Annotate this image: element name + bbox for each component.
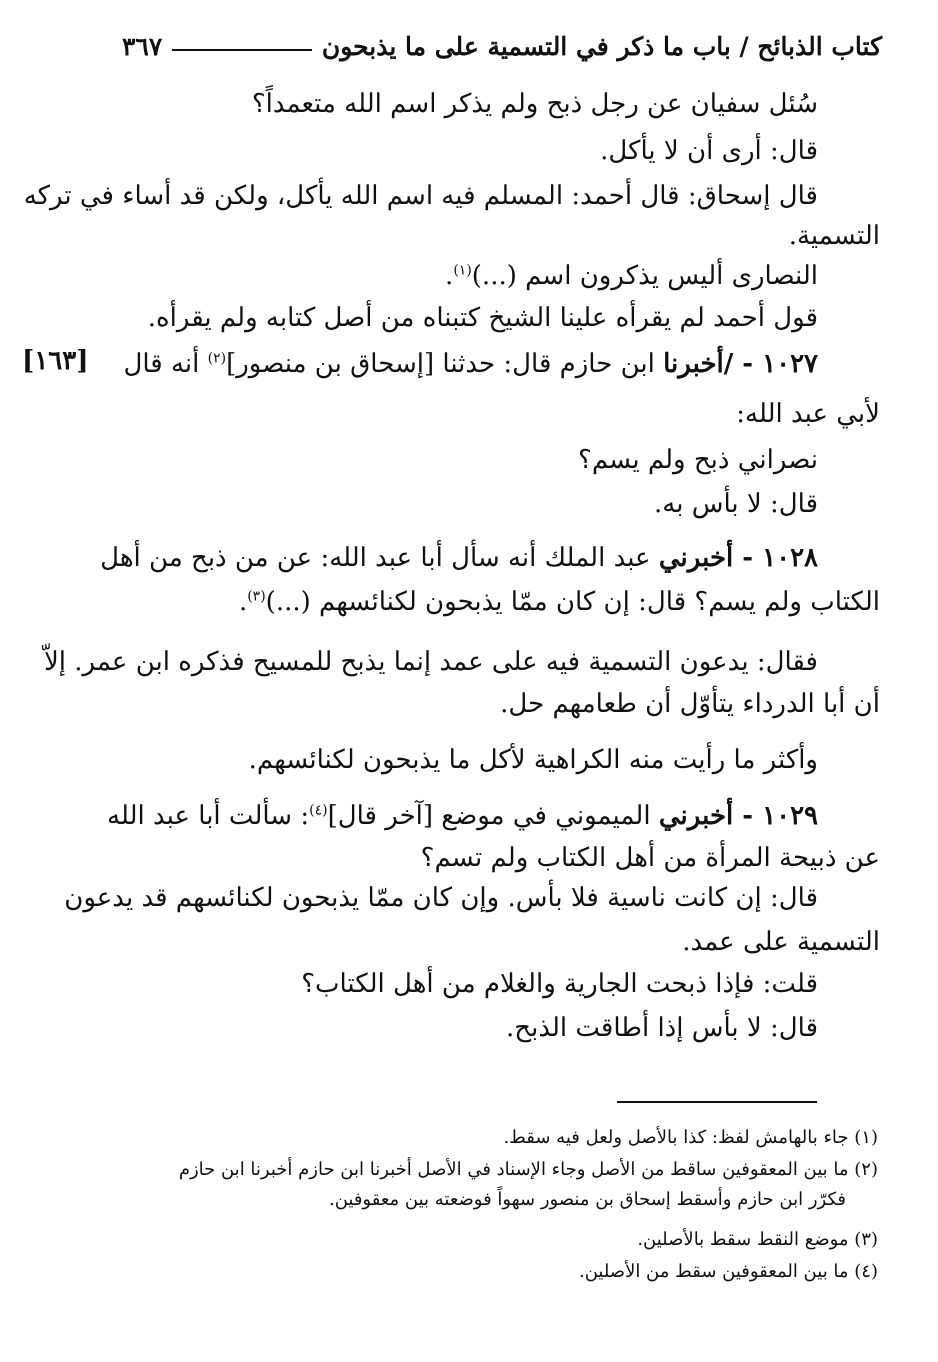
text-line: فقال: يدعون التسمية فيه على عمد إنما يذبح للمسيح فذكره ابن عمر. إلاّ <box>43 647 818 677</box>
text-line: قلت: فإذا ذبحت الجارية والغلام من أهل الكتاب؟ <box>301 969 818 999</box>
text-line: سُئل سفيان عن رجل ذبح ولم يذكر اسم الله متعمداً؟ <box>251 89 818 119</box>
footnote: (٤) ما بين المعقوفين سقط من الأصلين. <box>578 1261 878 1282</box>
text-line: قال: إن كانت ناسية فلا بأس. وإن كان ممّا يذبحون لكنائسهم قد يدعون <box>64 883 818 913</box>
hadith-number: ١٠٢٩ - أخبرني <box>658 801 818 831</box>
text-line: لأبي عبد الله: <box>736 399 880 429</box>
hadith-1029-line: ١٠٢٩ - أخبرني الميموني في موضع [آخر قال]$^{(٤)}$: سألت أبا عبد الله <box>107 801 818 831</box>
hadith-number: ١٠٢٧ - /أخبرنا <box>663 349 818 379</box>
footnote-marker: (٣) <box>247 588 266 605</box>
footnote-marker: (٤) <box>309 802 328 819</box>
text-line: قال: لا بأس به. <box>654 489 818 519</box>
footnote-continuation: فكرّر ابن حازم وأسقط إسحاق بن منصور سهواً فوضعته بين معقوفين. <box>328 1189 846 1210</box>
text-line: التسمية على عمد. <box>682 927 880 957</box>
footnote: (٢) ما بين المعقوفين ساقط من الأصل وجاء الإسناد في الأصل أخبرنا ابن حازم أخبرنا ابن حازم <box>178 1159 878 1180</box>
text-line: قال إسحاق: قال أحمد: المسلم فيه اسم الله يأكل، ولكن قد أساء في تركه <box>23 181 818 211</box>
header-title: كتاب الذبائح / باب ما ذكر في التسمية على ما يذبحون <box>321 31 882 61</box>
footnote-marker: (١) <box>453 262 472 279</box>
footnote: (٣) موضع النقط سقط بالأصلين. <box>637 1229 878 1250</box>
text-line: التسمية. <box>788 221 880 251</box>
text-line: قال: أرى أن لا يأكل. <box>600 136 818 166</box>
text-line: عن ذبيحة المرأة من أهل الكتاب ولم تسم؟ <box>420 843 880 873</box>
text-line: الكتاب ولم يسم؟ قال: إن كان ممّا يذبحون لكنائسهم (...)$^{(٣)}$. <box>238 587 880 617</box>
running-header <box>122 26 882 66</box>
text-line: وأكثر ما رأيت منه الكراهية لأكل ما يذبحون لكنائسهم. <box>248 745 818 775</box>
header-rule <box>172 49 312 51</box>
text-line: النصارى أليس يذكرون اسم (...)$^{(١)}$. <box>445 261 818 291</box>
footnote-separator <box>617 1101 817 1103</box>
margin-reference: [١٦٣] <box>22 346 89 376</box>
text-line: أن أبا الدرداء يتأوّل أن طعامهم حل. <box>500 689 880 719</box>
hadith-1028-line: ١٠٢٨ - أخبرني عبد الملك أنه سأل أبا عبد الله: عن من ذبح من أهل <box>100 543 818 573</box>
text-line: قال: لا بأس إذا أطاقت الذبح. <box>506 1013 818 1043</box>
footnote: (١) جاء بالهامش لفظ: كذا بالأصل ولعل فيه سقط. <box>503 1127 878 1148</box>
hadith-1027-line: ١٠٢٧ - /أخبرنا ابن حازم قال: حدثنا [إسحاق بن منصور]$^{(٢)}$ أنه قال <box>123 349 818 379</box>
hadith-number: ١٠٢٨ - أخبرني <box>658 543 818 573</box>
footnote-marker: (٢) <box>207 350 227 367</box>
text-line: قول أحمد لم يقرأه علينا الشيخ كتبناه من أصل كتابه ولم يقرأه. <box>147 303 818 333</box>
text-line: نصراني ذبح ولم يسم؟ <box>578 445 818 475</box>
page-number: ٣٦٧ <box>122 31 163 61</box>
